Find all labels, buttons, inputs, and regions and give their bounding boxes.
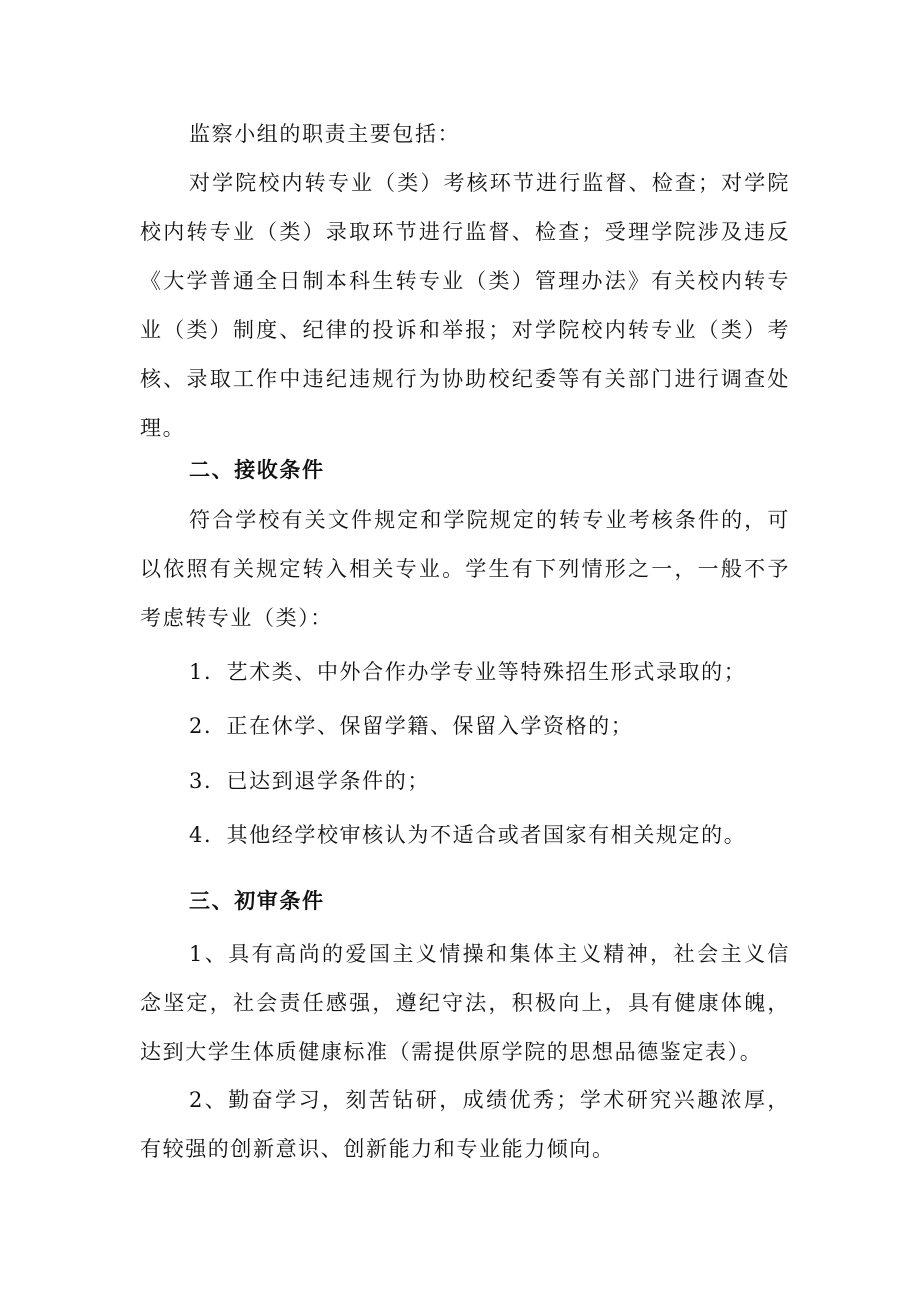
receive-conditions-body: 符合学校有关文件规定和学院规定的转专业考核条件的，可以依照有关规定转入相关专业。学生有下列情形之一，一般不予考虑转专业（类）： xyxy=(140,508,790,630)
preliminary-condition-2: 2、勤奋学习，刻苦钻研，成绩优秀；学术研究兴趣浓厚，有较强的创新意识、创新能力和专业能力倾向。 xyxy=(140,1088,790,1161)
exclusion-item-1: 1．艺术类、中外合作办学专业等特殊招生形式录取的； xyxy=(189,660,747,684)
exclusion-item-4: 4．其他经学校审核认为不适合或者国家有相关规定的。 xyxy=(189,823,747,847)
exclusion-item-3: 3．已达到退学条件的； xyxy=(189,769,430,793)
duties-body: 对学院校内转专业（类）考核环节进行监督、检查；对学院校内转专业（类）录取环节进行监督、检查；受理学院涉及违反《大学普通全日制本科生转专业（类）管理办法》有关校内转专业（类）制度、纪律的投诉和举报；对学院校内转专业（类）考核、录取工作中违纪违规行为协助校纪委等有关部门进行调查处理。 xyxy=(140,171,790,440)
exclusion-item-2: 2．正在休学、保留学籍、保留入学资格的； xyxy=(189,714,634,738)
section-heading-preliminary-review: 三、初审条件 xyxy=(189,889,325,913)
duties-intro: 监察小组的职责主要包括： xyxy=(189,122,461,146)
section-heading-receive-conditions: 二、接收条件 xyxy=(189,458,325,482)
preliminary-condition-1: 1、具有高尚的爱国主义情操和集体主义精神，社会主义信念坚定，社会责任感强，遵纪守法，积极向上，具有健康体魄，达到大学生体质健康标准（需提供原学院的思想品德鉴定表）。 xyxy=(140,942,790,1064)
